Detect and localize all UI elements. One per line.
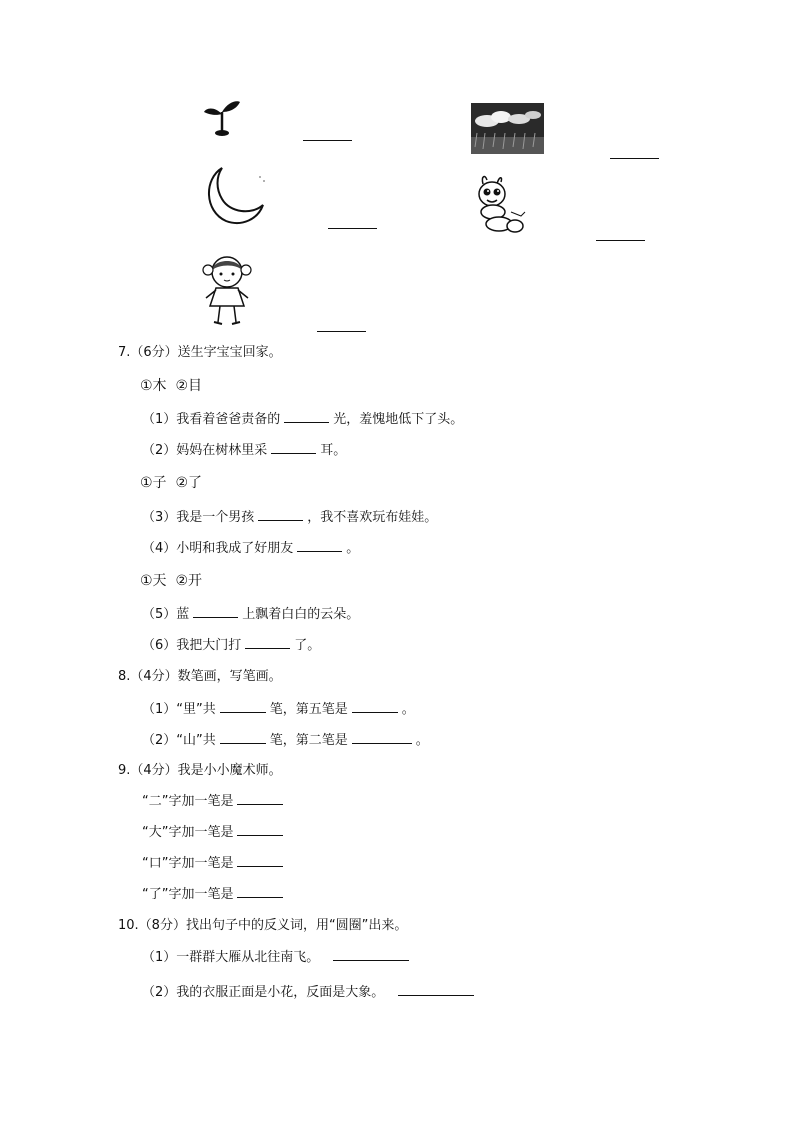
answer-blank[interactable]	[237, 854, 283, 867]
sentence-text: 。	[346, 541, 360, 556]
sentence-text: （4）小明和我成了好朋友	[142, 541, 294, 556]
sentence-text: “口”字加一笔是	[142, 856, 234, 871]
answer-blank[interactable]	[352, 731, 412, 744]
question-10-title: 10.（8分）找出句子中的反义词，用“圆圈”出来。	[118, 918, 408, 933]
sprout-icon	[200, 98, 242, 138]
magic-item	[142, 792, 287, 811]
stroke-question-2	[142, 731, 429, 750]
sentence-text: （3）我是一个男孩	[142, 510, 255, 525]
sentence-text: （6）我把大门打	[142, 638, 242, 653]
answer-blank[interactable]	[610, 158, 659, 159]
sentence-text: （1）“里”共	[142, 702, 216, 717]
question-8-title: 8.（4分）数笔画，写笔画。	[118, 669, 282, 684]
option-b: ②开	[175, 573, 203, 589]
sentence-3	[142, 508, 437, 527]
answer-blank[interactable]	[220, 731, 266, 744]
answer-blank[interactable]	[398, 983, 474, 996]
sentence-text: 光，羞愧地低下了头。	[333, 412, 464, 427]
sentence-text: （2）我的衣服正面是小花，反面是大象。	[142, 985, 385, 1000]
option-b: ②目	[175, 378, 203, 394]
answer-blank[interactable]	[297, 539, 342, 552]
answer-blank[interactable]	[220, 700, 266, 713]
sentence-text: 笔，第五笔是	[269, 702, 348, 717]
answer-blank[interactable]	[317, 331, 366, 332]
option-group-2	[140, 474, 202, 492]
answer-blank[interactable]	[193, 605, 238, 618]
answer-blank[interactable]	[271, 441, 316, 454]
girl-icon	[198, 252, 256, 328]
answer-blank[interactable]	[245, 636, 290, 649]
option-b: ②了	[175, 475, 203, 491]
sentence-2	[142, 441, 346, 460]
answer-blank[interactable]	[303, 140, 352, 141]
sentence-text: （2）妈妈在树林里采	[142, 443, 268, 458]
sentence-text: 。	[415, 733, 429, 748]
option-group-1	[140, 377, 202, 395]
sentence-1	[142, 410, 463, 429]
sentence-text: （2）“山”共	[142, 733, 216, 748]
magic-item	[142, 823, 287, 842]
sentence-text: （1）一群群大雁从北往南飞。	[142, 950, 320, 965]
stroke-question-1	[142, 700, 415, 719]
answer-blank[interactable]	[237, 885, 283, 898]
option-group-3	[140, 572, 202, 590]
answer-blank[interactable]	[237, 823, 283, 836]
antonym-sentence-2	[142, 983, 478, 1002]
sentence-text: “大”字加一笔是	[142, 825, 234, 840]
sentence-5	[142, 605, 359, 624]
answer-blank[interactable]	[596, 240, 645, 241]
sentence-text: 。	[401, 702, 415, 717]
crescent-moon-icon	[200, 165, 268, 227]
question-7-title: 7.（6分）送生字宝宝回家。	[118, 345, 282, 360]
answer-blank[interactable]	[237, 792, 283, 805]
sentence-text: 了。	[294, 638, 321, 653]
magic-item	[142, 854, 287, 873]
sentence-text: 耳。	[320, 443, 347, 458]
option-a: ①天	[140, 573, 167, 589]
answer-blank[interactable]	[258, 508, 303, 521]
sentence-text: 上飘着白白的云朵。	[242, 607, 360, 622]
option-a: ①子	[140, 475, 167, 491]
sentence-6	[142, 636, 320, 655]
answer-blank[interactable]	[352, 700, 398, 713]
magic-item	[142, 885, 287, 904]
sentence-text: ，我不喜欢玩布娃娃。	[307, 510, 438, 525]
sentence-text: 笔，第二笔是	[269, 733, 348, 748]
caterpillar-icon	[467, 172, 531, 240]
sentence-4	[142, 539, 359, 558]
option-a: ①木	[140, 378, 167, 394]
antonym-sentence-1	[142, 948, 413, 967]
sentence-text: “二”字加一笔是	[142, 794, 234, 809]
answer-blank[interactable]	[333, 948, 409, 961]
rain-cloud-image	[471, 103, 544, 154]
sentence-text: （1）我看着爸爸责备的	[142, 412, 281, 427]
answer-blank[interactable]	[284, 410, 329, 423]
question-9-title: 9.（4分）我是小小魔术师。	[118, 763, 282, 778]
answer-blank[interactable]	[328, 228, 377, 229]
sentence-text: （5）蓝	[142, 607, 190, 622]
sentence-text: “了”字加一笔是	[142, 887, 234, 902]
